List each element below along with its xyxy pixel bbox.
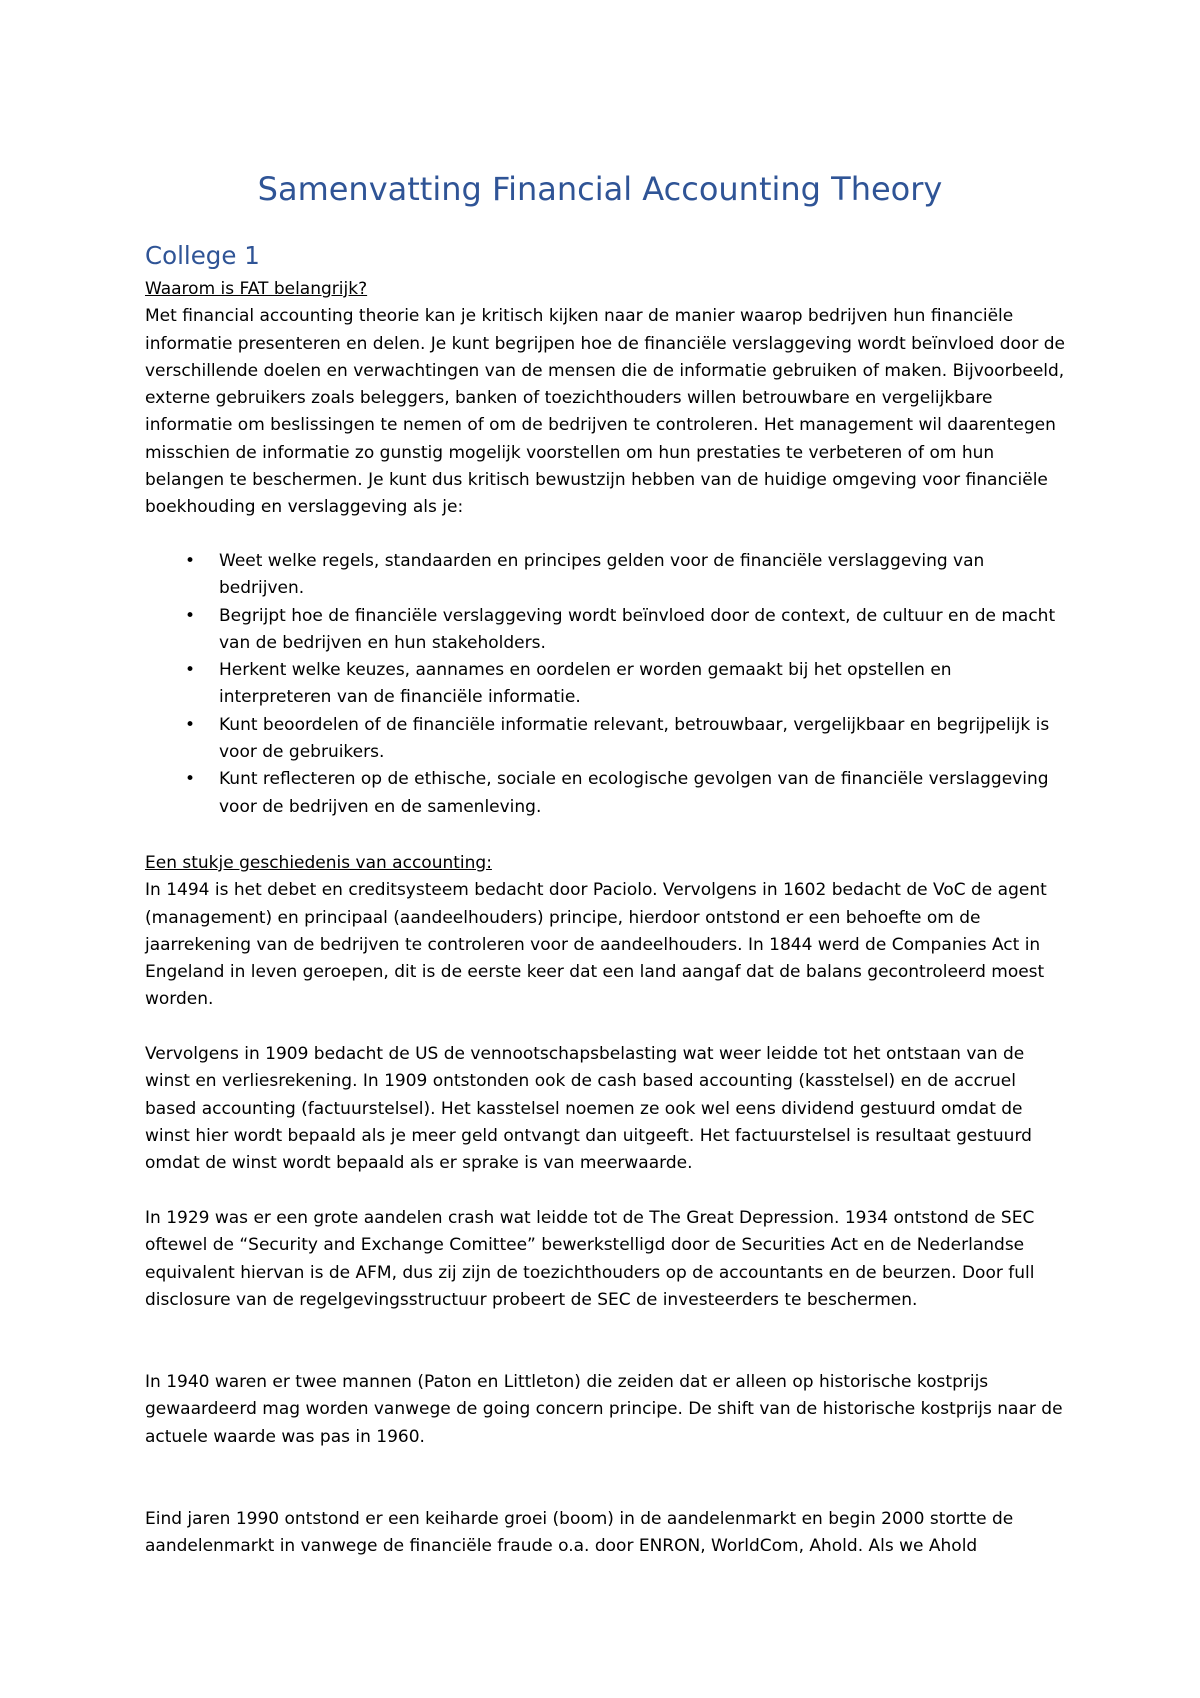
bullet-icon: •	[185, 660, 196, 681]
bullet-icon: •	[185, 714, 196, 735]
history-paragraph-2: Vervolgens in 1909 bedacht de US de vennootschapsbelasting wat weer leidde tot het ontstaan van de winst en verliesrekening. In 1909 ontstonden ook de cash based accounting (kasstelsel) en de accruel based accounting (factuurstelsel). Het kasstelsel noemen ze ook wel eens dividend gestuurd omdat de winst hier wordt bepaald als je meer geld ontvangt dan uitgeeft. Het factuurstelsel is resultaat gestuurd omdat de winst wordt bepaald als er sprake is van meerwaarde.	[145, 1044, 1032, 1174]
intro-paragraph: Met financial accounting theorie kan je kritisch kijken naar de manier waarop bedrijven hun financiële informatie presenteren en delen. Je kunt begrijpen hoe de financiële verslaggeving wordt beïnvloed door de verschillende doelen en verwachtingen van de mensen die de informatie gebruiken of maken. Bijvoorbeeld, externe gebruikers zoals beleggers, banken of toezichthouders willen betrouwbare en vergelijkbare informatie om beslissingen te nemen of om de bedrijven te controleren. Het management wil daarentegen misschien de informatie zo gunstig mogelijk voorstellen om hun prestaties te verbeteren of om hun belangen te beschermen. Je kunt dus kritisch bewustzijn hebben van de huidige omgeving voor financiële boekhouding en verslaggeving als je:	[145, 306, 1065, 518]
history-paragraph-1: In 1494 is het debet en creditsysteem bedacht door Paciolo. Vervolgens in 1602 bedacht de VoC de agent (management) en principaal (aandeelhouders) principe, hierdoor ontstond er een behoefte om de jaarrekening van de bedrijven te controleren voor de aandeelhouders. In 1844 werd de Companies Act in Engeland in leven geroepen, dit is de eerste keer dat een land aangaf dat de balans gecontroleerd moest worden.	[145, 880, 1047, 1010]
intro-heading: Waarom is FAT belangrijk?	[145, 279, 368, 299]
list-item: • Begrijpt hoe de financiële verslaggeving wordt beïnvloed door de context, de cultuur en de macht van de bedrijven en hun stakeholders.	[145, 603, 1065, 658]
bullet-icon: •	[185, 769, 196, 790]
history-paragraph-5: Eind jaren 1990 ontstond er een keiharde groei (boom) in de aandelenmarkt en begin 2000 stortte de aandelenmarkt in vanwege de financiële fraude o.a. door ENRON, WorldCom, Ahold. Als we Ahold	[145, 1509, 1014, 1557]
bullet-icon: •	[185, 551, 196, 571]
criteria-list	[145, 548, 1065, 821]
history-paragraph-4: In 1940 waren er twee mannen (Paton en Littleton) die zeiden dat er alleen op historische kostprijs gewaardeerd mag worden vanwege de going concern principe. De shift van de historische kostprijs naar de actuele waarde was pas in 1960.	[145, 1372, 1063, 1447]
list-item: • Kunt reflecteren op de ethische, sociale en ecologische gevolgen van de financiële verslaggeving voor de bedrijven en de samenleving.	[145, 766, 1065, 821]
history-section	[145, 850, 1065, 1014]
intro-section	[145, 276, 1065, 522]
list-item: • Kunt beoordelen of de financiële informatie relevant, betrouwbaar, vergelijkbaar en begrijpelijk is voor de gebruikers.	[145, 712, 1065, 767]
section-heading: College 1	[145, 241, 260, 270]
history-paragraph-3: In 1929 was er een grote aandelen crash wat leidde tot de The Great Depression. 1934 ontstond de SEC oftewel de “Security and Exchange Comittee” bewerkstelligd door de Securities Act en de Nederlandse equivalent hiervan is de AFM, dus zij zijn de toezichthouders op de accountants en de beurzen. Door full disclosure van de regelgevingsstructuur probeert de SEC de investeerders te beschermen.	[145, 1208, 1035, 1310]
bullet-icon: •	[185, 605, 196, 626]
list-item: • Herkent welke keuzes, aannames en oordelen er worden gemaakt bij het opstellen en interpreteren van de financiële informatie.	[145, 657, 1065, 712]
history-heading: Een stukje geschiedenis van accounting:	[145, 853, 492, 873]
list-item: • Weet welke regels, standaarden en principes gelden voor de financiële verslaggeving van bedrijven.	[145, 548, 1065, 603]
document-title: Samenvatting Financial Accounting Theory	[257, 170, 943, 208]
